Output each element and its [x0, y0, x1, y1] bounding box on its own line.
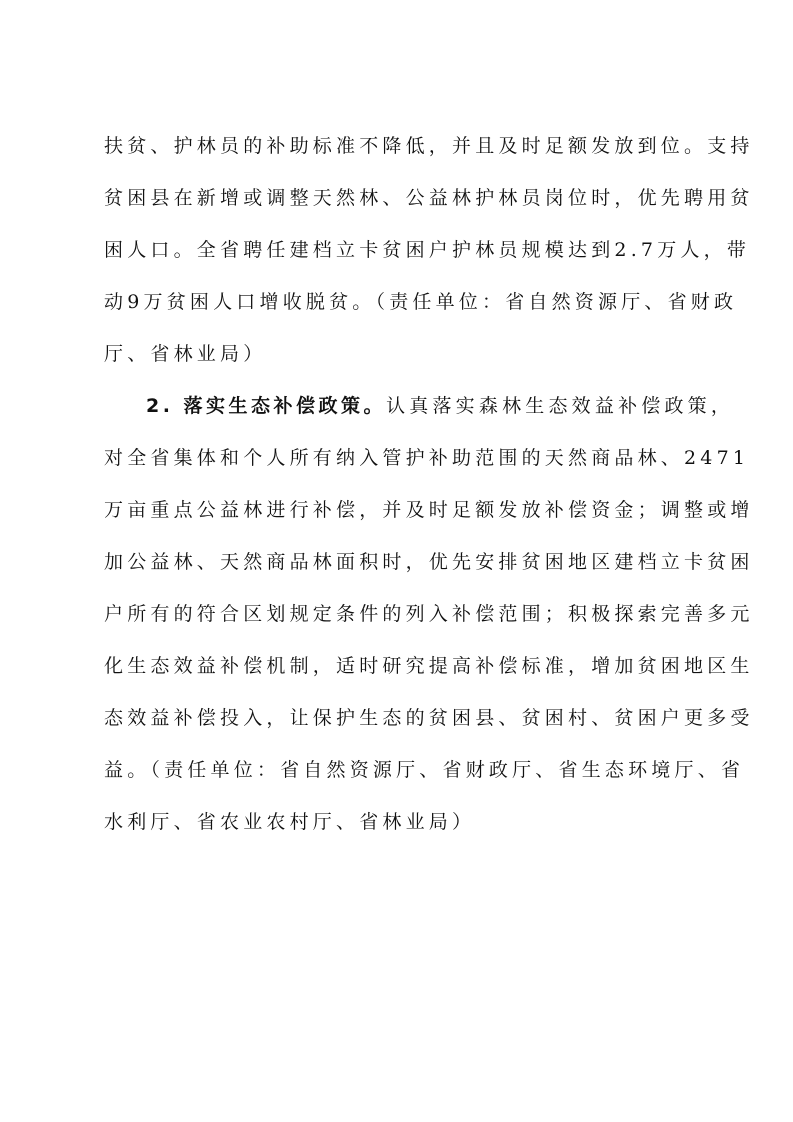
paragraph-line: 万亩重点公益林进行补偿，并及时足额发放补偿资金；调整或增 [104, 499, 754, 521]
section-2-first-line [146, 393, 734, 419]
paragraph-line: 贫困县在新增或调整天然林、公益林护林员岗位时，优先聘用贫 [104, 187, 754, 209]
paragraph-line: 厅、省林业局） [104, 343, 267, 365]
paragraph-line: 认真落实森林生态效益补偿政策， [386, 395, 735, 417]
paragraph-line: 水利厅、省农业农村厅、省林业局） [104, 811, 476, 833]
paragraph-line: 化生态效益补偿机制，适时研究提高补偿标准，增加贫困地区生 [104, 655, 754, 677]
paragraph-line: 户所有的符合区划规定条件的列入补偿范围；积极探索完善多元 [104, 603, 754, 625]
section-2-heading: 2. 落实生态补偿政策。 [146, 395, 387, 417]
paragraph-line: 态效益补偿投入，让保护生态的贫困县、贫困村、贫困户更多受 [104, 707, 754, 729]
paragraph-line: 益。（责任单位：省自然资源厅、省财政厅、省生态环境厅、省 [104, 759, 745, 781]
paragraph-line: 对全省集体和个人所有纳入管护补助范围的天然商品林、2471 [104, 447, 750, 469]
paragraph-line: 困人口。全省聘任建档立卡贫困户护林员规模达到2.7万人，带 [104, 239, 751, 261]
paragraph-line: 动9万贫困人口增收脱贫。（责任单位：省自然资源厅、省财政 [104, 291, 738, 313]
paragraph-line: 加公益林、天然商品林面积时，优先安排贫困地区建档立卡贫困 [104, 551, 754, 573]
paragraph-line: 扶贫、护林员的补助标准不降低，并且及时足额发放到位。支持 [104, 135, 754, 157]
